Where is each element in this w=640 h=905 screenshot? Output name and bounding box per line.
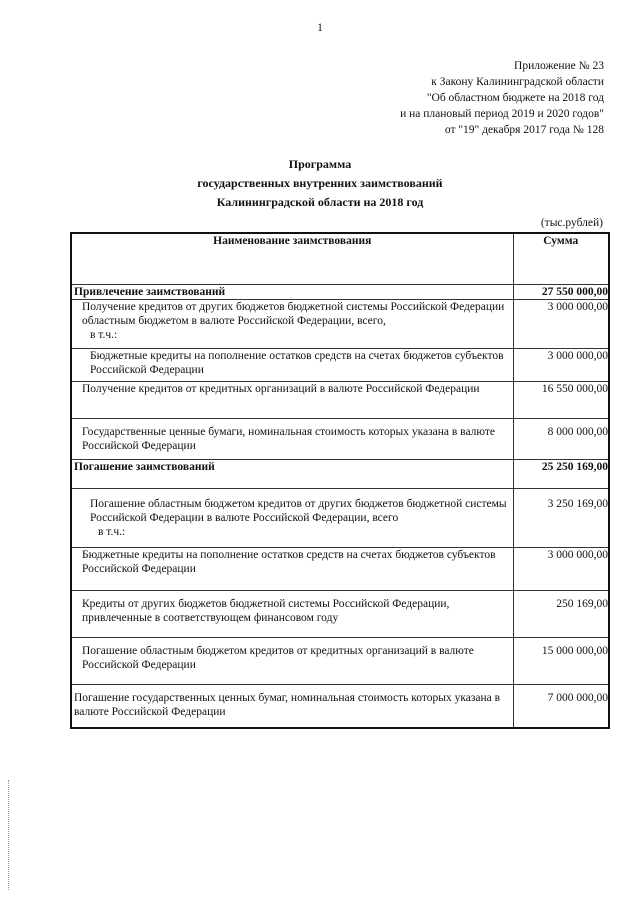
row-sum: 250 169,00: [513, 591, 609, 638]
table-row: [71, 591, 609, 638]
appendix-line: "Об областном бюджете на 2018 год: [426, 92, 604, 104]
table-row: [71, 382, 609, 419]
row-name: Получение кредитов от кредитных организаций в валюте Российской Федерации: [71, 382, 513, 419]
header-sum: Сумма: [513, 233, 609, 285]
borrowing-table: [70, 232, 610, 729]
appendix-header: [400, 58, 604, 138]
table-row: [71, 419, 609, 460]
row-sum: 27 550 000,00: [513, 285, 609, 300]
table-row: [71, 685, 609, 729]
row-sum: 8 000 000,00: [513, 419, 609, 460]
title-line: государственных внутренних заимствований: [197, 176, 443, 190]
document-title: [0, 155, 640, 212]
scan-margin-mark: [8, 780, 10, 890]
table-row: [71, 300, 609, 349]
row-note: в т.ч.:: [98, 526, 126, 538]
row-name: Погашение областным бюджетом кредитов от других бюджетов бюджетной системы Российской Федерации в валюте Российской Федерации, всего: [90, 498, 507, 524]
row-name-cell: [71, 489, 513, 548]
row-name: Погашение заимствований: [71, 460, 513, 489]
title-line: Калининградской области на 2018 год: [216, 195, 424, 209]
row-sum: 3 000 000,00: [513, 300, 609, 349]
table-header-row: [71, 233, 609, 285]
row-note: в т.ч.:: [90, 329, 118, 341]
row-name: Погашение областным бюджетом кредитов от кредитных организаций в валюте Российской Федерации: [71, 638, 513, 685]
table-row: [71, 489, 609, 548]
table-row: [71, 349, 609, 382]
row-sum: 3 000 000,00: [513, 548, 609, 591]
row-name: Государственные ценные бумаги, номинальная стоимость которых указана в валюте Российской Федерации: [71, 419, 513, 460]
row-name: Получение кредитов от других бюджетов бюджетной системы Российской Федерации областным бюджетом в валюте Российской Федерации, всего,: [82, 301, 505, 327]
row-sum: 7 000 000,00: [513, 685, 609, 729]
row-name: Бюджетные кредиты на пополнение остатков средств на счетах бюджетов субъектов Российской Федерации: [71, 548, 513, 591]
appendix-line: от "19" декабря 2017 года № 128: [444, 124, 604, 136]
row-sum: 15 000 000,00: [513, 638, 609, 685]
appendix-line: к Закону Калининградской области: [431, 76, 604, 88]
table-row: [71, 638, 609, 685]
units-label: (тыс.рублей): [540, 217, 603, 229]
row-name: Бюджетные кредиты на пополнение остатков средств на счетах бюджетов субъектов Российской Федерации: [71, 349, 513, 382]
table-row: [71, 285, 609, 300]
table-row: [71, 460, 609, 489]
row-sum: 3 250 169,00: [513, 489, 609, 548]
appendix-line: Приложение № 23: [514, 60, 604, 72]
row-name: Кредиты от других бюджетов бюджетной системы Российской Федерации, привлеченные в соответствующем финансовом году: [71, 591, 513, 638]
row-name: Привлечение заимствований: [71, 285, 513, 300]
row-sum: 16 550 000,00: [513, 382, 609, 419]
appendix-line: и на плановый период 2019 и 2020 годов": [400, 108, 604, 120]
row-sum: 3 000 000,00: [513, 349, 609, 382]
title-line: Программа: [288, 157, 352, 171]
row-name: Погашение государственных ценных бумаг, номинальная стоимость которых указана в валюте Российской Федерации: [71, 685, 513, 729]
row-name-cell: [71, 300, 513, 349]
header-name: Наименование заимствования: [71, 233, 513, 285]
table-row: [71, 548, 609, 591]
page-number: 1: [317, 22, 323, 34]
row-sum: 25 250 169,00: [513, 460, 609, 489]
